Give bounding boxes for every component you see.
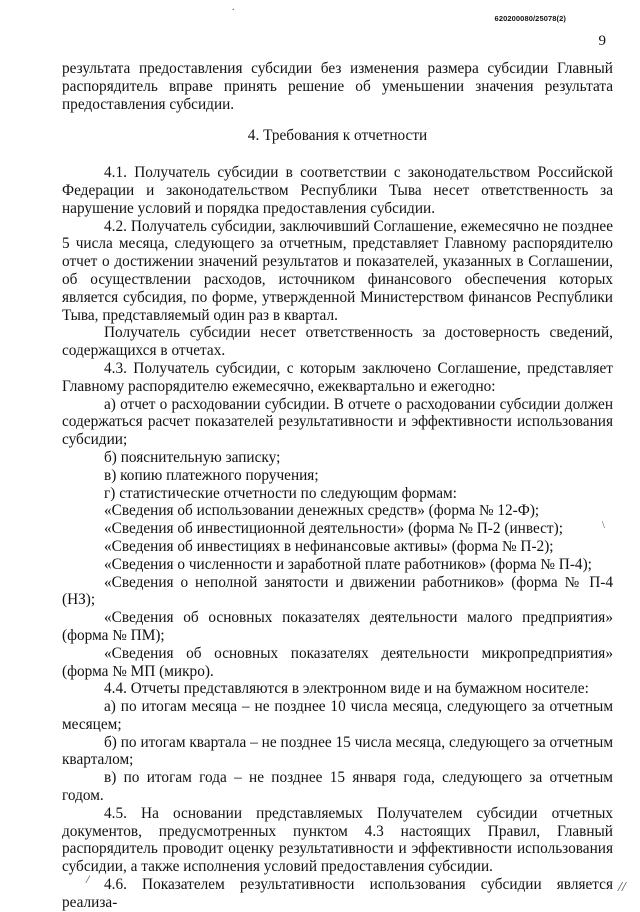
paragraph-4-1: 4.1. Получатель субсидии в соответствии с законодательством Российской Федерации и законодательством Республики Тыва несет ответственность за нарушение условий и порядка предоставления субсидии. <box>62 164 613 217</box>
list-item-a: а) отчет о расходовании субсидии. В отчете о расходовании субсидии должен содержаться расчет показателей результативности и эффективности использования субсидии; <box>62 395 613 449</box>
document-code: 620200080/25078(2) <box>494 14 566 23</box>
form-item-mp: «Сведения об основных показателях деятельности микропредприятия» (форма № МП (микро). <box>62 644 613 680</box>
form-item-p2-invest: «Сведения об инвестиционной деятельности» (форма № П-2 (инвест); <box>104 520 563 538</box>
paragraph-4-5: 4.5. На основании представляемых Получателем субсидии отчетных документов, предусмотренных пунктом 4.3 настоящих Правил, Главный распорядитель проводит оценку результативности и эффективности использования субсидии, а также исполнения условий предоставления субсидии. <box>62 804 613 876</box>
deadline-quarter: б) по итогам квартала – не позднее 15 числа месяца, следующего за отчетным кварталом; <box>62 733 613 769</box>
list-item-g: г) статистические отчетности по следующим формам: <box>104 484 457 502</box>
form-item-p4-nz: «Сведения о неполной занятости и движении работников» (форма № П-4 (НЗ); <box>62 573 613 609</box>
list-item-v: в) копию платежного поручения; <box>104 466 319 484</box>
paragraph-4-6: 4.6. Показателем результативности использования субсидии является реализа- <box>62 876 613 911</box>
scan-mark-right: \ <box>602 520 605 531</box>
section-title: 4. Требования к отчетности <box>247 127 428 145</box>
form-item-pm: «Сведения об основных показателях деятельности малого предприятия» (форма № ПМ); <box>62 609 613 644</box>
deadline-year: в) по итогам года – не позднее 15 января года, следующего за отчетным годом. <box>62 769 613 805</box>
form-item-12f: «Сведения об использовании денежных средств» (форма № 12-Ф); <box>104 502 540 520</box>
scan-mark-bottom-right: // <box>618 880 626 895</box>
deadline-month: а) по итогам месяца – не позднее 10 числа месяца, следующего за отчетным месяцем; <box>62 698 613 733</box>
page-number: 9 <box>598 33 606 49</box>
scan-mark-bottom-left: / <box>86 872 90 886</box>
form-item-p4: «Сведения о численности и заработной плате работников» (форма № П-4); <box>104 555 592 573</box>
paragraph-4-4: 4.4. Отчеты представляются в электронном виде и на бумажном носителе: <box>104 680 589 698</box>
document-body <box>62 60 613 912</box>
form-item-p2: «Сведения об инвестициях в нефинансовые активы» (форма № П-2); <box>104 537 554 555</box>
paragraph-responsibility: Получатель субсидии несет ответственность за достоверность сведений, содержащихся в отчетах. <box>62 324 613 360</box>
list-item-b: б) пояснительную записку; <box>104 448 281 466</box>
paragraph-4-2: 4.2. Получатель субсидии, заключивший Соглашение, ежемесячно не позднее 5 числа месяца, следующего за отчетным, представляет Главному распорядителю отчет о достижении значений результатов и показателей, указанных в Соглашении, об осуществлении расходов, источником финансового обеспечения которых является субсидия, по форме, утвержденной Министерством финансов Республики Тыва, представляемый один раз в квартал. <box>62 217 613 324</box>
paragraph-continuation: результата предоставления субсидии без изменения размера субсидии Главный распорядитель вправе принять решение об уменьшении значения результата предоставления субсидии. <box>62 60 613 113</box>
scan-mark-top: . <box>232 2 235 13</box>
paragraph-4-3: 4.3. Получатель субсидии, с которым заключено Соглашение, представляет Главному распорядителю ежемесячно, ежеквартально и ежегодно: <box>62 359 613 395</box>
